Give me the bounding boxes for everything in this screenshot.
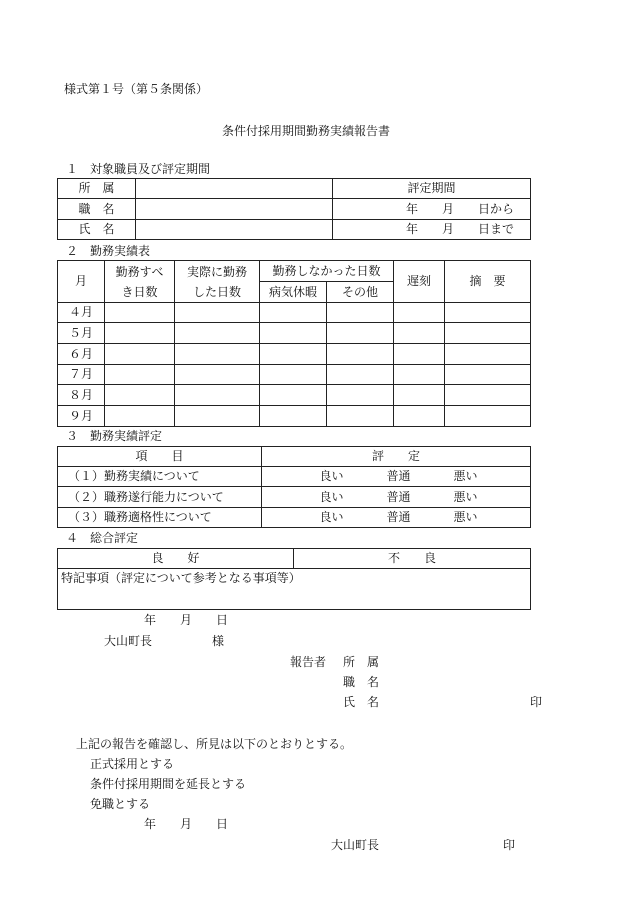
overall-evaluation-table [57, 548, 531, 610]
option-dismissal[interactable]: 免職とする [90, 797, 151, 811]
evaluation-item: （３）職務適格性について [58, 508, 262, 528]
month-cell: ５月 [58, 323, 105, 344]
cell[interactable] [327, 385, 394, 406]
spacer [262, 467, 316, 487]
spacer [262, 487, 316, 508]
section1-heading: １ 対象職員及び評定期間 [66, 162, 211, 176]
month-cell: ９月 [58, 406, 105, 427]
attendance-table [57, 260, 531, 427]
table-row [58, 406, 531, 427]
cell[interactable] [327, 303, 394, 323]
rating-header: 評 定 [262, 447, 531, 467]
name-value[interactable] [136, 220, 333, 240]
overall-bad[interactable]: 不 良 [294, 549, 531, 569]
month-header: 月 [58, 261, 105, 303]
item-header: 項 目 [58, 447, 262, 467]
cell[interactable] [260, 385, 327, 406]
rating-good[interactable]: 良い [316, 487, 383, 508]
absent-days-header: 勤務しなかった日数 [260, 261, 394, 282]
rating-normal[interactable]: 普通 [383, 508, 450, 528]
page-title: 条件付採用期間勤務実績報告書 [222, 124, 391, 138]
job-title-label: 職 名 [58, 199, 136, 220]
mayor-seal: 印 [503, 838, 516, 852]
spacer [262, 508, 316, 528]
month-cell: ４月 [58, 303, 105, 323]
mayor-title: 大山町長 [331, 838, 380, 852]
evaluation-row [58, 508, 531, 528]
actual-days-header-line1: 実際に勤務 [186, 264, 247, 279]
table-row [58, 303, 531, 323]
reporter-name-label: 氏 名 [343, 695, 380, 709]
other-absence-header: その他 [327, 282, 394, 303]
cell[interactable] [445, 344, 531, 365]
scheduled-days-header-line1: 勤務すべ [115, 264, 164, 279]
rating-normal[interactable]: 普通 [383, 467, 450, 487]
cell[interactable] [175, 365, 260, 385]
cell[interactable] [105, 344, 175, 365]
month-cell: ８月 [58, 385, 105, 406]
period-to[interactable]: 年 月 日まで [333, 220, 531, 240]
overall-good[interactable]: 良 好 [58, 549, 294, 569]
rating-bad[interactable]: 悪い [450, 467, 531, 487]
cell[interactable] [394, 303, 445, 323]
cell[interactable] [445, 365, 531, 385]
rating-good[interactable]: 良い [316, 508, 383, 528]
option-formal-appointment[interactable]: 正式採用とする [90, 757, 175, 771]
sick-leave-header: 病気休暇 [260, 282, 327, 303]
cell[interactable] [327, 406, 394, 427]
addressee: 大山町長 様 [104, 634, 225, 648]
table-row [58, 385, 531, 406]
evaluation-period-label: 評定期間 [333, 179, 531, 199]
cell[interactable] [394, 344, 445, 365]
cell[interactable] [260, 365, 327, 385]
section4-heading: ４ 総合評定 [66, 531, 139, 545]
section3-heading: ３ 勤務実績評定 [66, 429, 163, 443]
section2-heading: ２ 勤務実績表 [66, 244, 151, 258]
summary-header: 摘 要 [445, 261, 531, 303]
option-extend-probation[interactable]: 条件付採用期間を延長とする [90, 777, 247, 791]
cell[interactable] [445, 303, 531, 323]
cell[interactable] [175, 385, 260, 406]
scheduled-days-header-line2: き日数 [121, 284, 158, 299]
cell[interactable] [175, 406, 260, 427]
month-cell: ７月 [58, 365, 105, 385]
cell[interactable] [105, 406, 175, 427]
cell[interactable] [394, 323, 445, 344]
rating-bad[interactable]: 悪い [450, 508, 531, 528]
cell[interactable] [445, 323, 531, 344]
cell[interactable] [327, 323, 394, 344]
confirmation-date[interactable]: 年 月 日 [144, 817, 229, 831]
report-date[interactable]: 年 月 日 [144, 613, 229, 627]
cell[interactable] [105, 385, 175, 406]
rating-bad[interactable]: 悪い [450, 487, 531, 508]
form-number: 様式第１号（第５条関係） [64, 82, 209, 96]
evaluation-item: （２）職務遂行能力について [58, 487, 262, 508]
evaluation-table [57, 446, 531, 528]
cell[interactable] [175, 323, 260, 344]
reporter-dept-label: 所 属 [343, 655, 380, 669]
cell[interactable] [105, 323, 175, 344]
reporter-title-label: 職 名 [343, 675, 380, 689]
scheduled-days-header [105, 261, 175, 303]
month-cell: ６月 [58, 344, 105, 365]
cell[interactable] [105, 365, 175, 385]
late-header: 遅刻 [394, 261, 445, 303]
evaluation-row [58, 487, 531, 508]
cell[interactable] [175, 303, 260, 323]
cell[interactable] [260, 344, 327, 365]
table-row [58, 365, 531, 385]
rating-good[interactable]: 良い [316, 467, 383, 487]
cell[interactable] [327, 365, 394, 385]
name-label: 氏 名 [58, 220, 136, 240]
confirmation-text: 上記の報告を確認し、所見は以下のとおりとする。 [76, 737, 353, 751]
period-from[interactable]: 年 月 日から [333, 199, 531, 220]
dept-value[interactable] [136, 179, 333, 199]
remarks-box[interactable]: 特記事項（評定について参考となる事項等） [58, 569, 531, 610]
cell[interactable] [327, 344, 394, 365]
cell[interactable] [394, 365, 445, 385]
cell[interactable] [394, 406, 445, 427]
evaluation-row [58, 467, 531, 487]
job-title-value[interactable] [136, 199, 333, 220]
cell[interactable] [260, 303, 327, 323]
actual-days-header [175, 261, 260, 303]
cell[interactable] [394, 385, 445, 406]
actual-days-header-line2: した日数 [192, 284, 241, 299]
cell[interactable] [260, 323, 327, 344]
table-row [58, 323, 531, 344]
cell[interactable] [445, 406, 531, 427]
reporter-label: 報告者 [290, 655, 327, 669]
target-employee-table [57, 178, 531, 240]
table-row [58, 344, 531, 365]
evaluation-item: （１）勤務実績について [58, 467, 262, 487]
cell[interactable] [260, 406, 327, 427]
cell[interactable] [445, 385, 531, 406]
cell[interactable] [175, 344, 260, 365]
dept-label: 所 属 [58, 179, 136, 199]
cell[interactable] [105, 303, 175, 323]
reporter-seal: 印 [530, 695, 543, 709]
rating-normal[interactable]: 普通 [383, 487, 450, 508]
